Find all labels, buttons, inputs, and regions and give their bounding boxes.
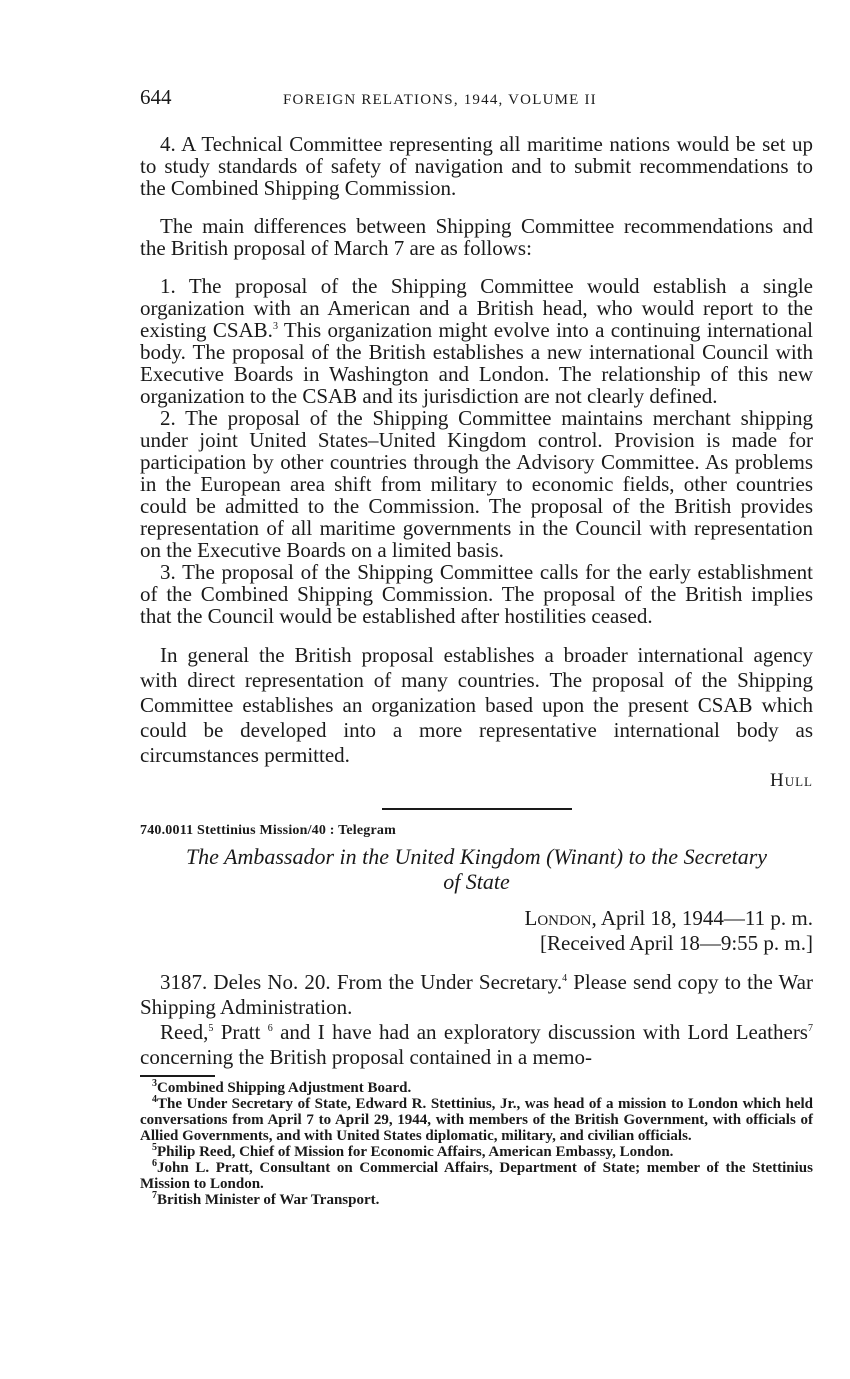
footnote-ref: 7 — [807, 1023, 813, 1034]
footnote-mark: 5 — [152, 1142, 157, 1153]
footnote — [140, 1144, 813, 1160]
paragraph-technical-committee: 4. A Technical Committee representing all maritime nations would be set up to study standards of safety of navigation and to submit recommendations to the Combined Shipping Commission. — [140, 132, 813, 200]
document-heading — [140, 844, 813, 894]
footnote — [140, 1192, 813, 1208]
dateline-sent — [140, 906, 813, 931]
file-reference: 740.0011 Stettinius Mission/40 : Telegram — [140, 823, 396, 838]
text-segment: 3187. Deles No. 20. From the Under Secretary. — [160, 970, 563, 994]
document-heading-line: The Ambassador in the United Kingdom (Winant) to the Secretary — [185, 844, 768, 869]
text-segment: This organization might evolve into a continuing international body. The proposal of the British establishes a new international Council with Executive Boards in Washington and London. The relationship of this new organization to the CSAB and its jurisdiction are not clearly defined. — [140, 318, 813, 408]
footnote-divider — [140, 1075, 215, 1077]
signature: Hull — [770, 770, 813, 791]
running-header — [140, 86, 813, 111]
footnote-ref: 5 — [208, 1023, 214, 1034]
footnote-ref: 6 — [267, 1023, 273, 1034]
telegram-paragraph-1 — [140, 970, 813, 1020]
text-segment: Reed, — [160, 1020, 209, 1044]
section-divider — [382, 808, 572, 810]
footnote-text: The Under Secretary of State, Edward R. Stettinius, Jr., was head of a mission to London which held conversations from April 7 to April 29, 1944, with members of the British Government, with officials of Allied Governments, and with United States diplomatic, military, and civilian officials. — [140, 1096, 813, 1144]
document-heading-line: of State — [443, 869, 510, 894]
footnote-text: British Minister of War Transport. — [157, 1192, 380, 1208]
footnote-text: Philip Reed, Chief of Mission for Economic Affairs, American Embassy, London. — [157, 1144, 674, 1160]
text-segment: concerning the British proposal contained in a memo- — [140, 1045, 592, 1069]
footnote-ref: 4 — [562, 973, 568, 984]
footnote-mark: 7 — [152, 1190, 157, 1201]
footnote-text: John L. Pratt, Consultant on Commercial Affairs, Department of State; member of the Stettinius Mission to London. — [140, 1160, 813, 1192]
paragraph-in-general: In general the British proposal establishes a broader international agency with direct representation of many countries. The proposal of the Shipping Committee establishes an organization based upon the present CSAB which could be developed into a more representative international body as circumstances permitted. — [140, 643, 813, 767]
text-segment: and I have had an exploratory discussion with Lord Leathers — [272, 1020, 808, 1044]
text-segment: Please send copy to the War Shipping Administration. — [140, 970, 813, 1019]
footnote-mark: 6 — [152, 1158, 157, 1169]
footnote-mark: 4 — [152, 1094, 157, 1105]
dateline-date: , April 18, 1944—11 p. m. — [591, 906, 813, 930]
footnote — [140, 1080, 813, 1096]
footnotes — [140, 1080, 813, 1208]
paragraph-difference-2: 2. The proposal of the Shipping Committee maintains merchant shipping under joint United States–United Kingdom control. Provision is made for participation by other countries through the Advisory Committee. As problems in the European area shift from military to economic fields, other countries could be admitted to the Commission. The proposal of the British provides representation of all maritime governments in the Council with representation on the Executive Boards on a limited basis. — [140, 406, 813, 562]
dateline — [140, 906, 813, 956]
footnote-mark: 3 — [152, 1078, 157, 1089]
footnote-ref: 3 — [272, 321, 278, 332]
text-segment: Pratt — [213, 1020, 268, 1044]
footnote — [140, 1160, 813, 1192]
dateline-place: London — [524, 906, 592, 930]
dateline-received: [Received April 18—9:55 p. m.] — [540, 931, 813, 955]
text-segment: 1. The proposal of the Shipping Committee would establish a single organization with an American and a British head, who would report to the existing CSAB. — [140, 274, 813, 342]
footnote — [140, 1096, 813, 1144]
page-number: 644 — [140, 85, 172, 109]
running-title: FOREIGN RELATIONS, 1944, VOLUME II — [283, 92, 597, 108]
page — [140, 86, 813, 1208]
footnote-text: Combined Shipping Adjustment Board. — [157, 1080, 412, 1096]
paragraph-main-differences: The main differences between Shipping Committee recommendations and the British proposal of March 7 are as follows: — [140, 214, 813, 260]
paragraph-difference-1 — [140, 275, 813, 407]
paragraph-difference-3: 3. The proposal of the Shipping Committee calls for the early establishment of the Combined Shipping Commission. The proposal of the British implies that the Council would be established after hostilities ceased. — [140, 560, 813, 628]
telegram-paragraph-2 — [140, 1020, 813, 1070]
